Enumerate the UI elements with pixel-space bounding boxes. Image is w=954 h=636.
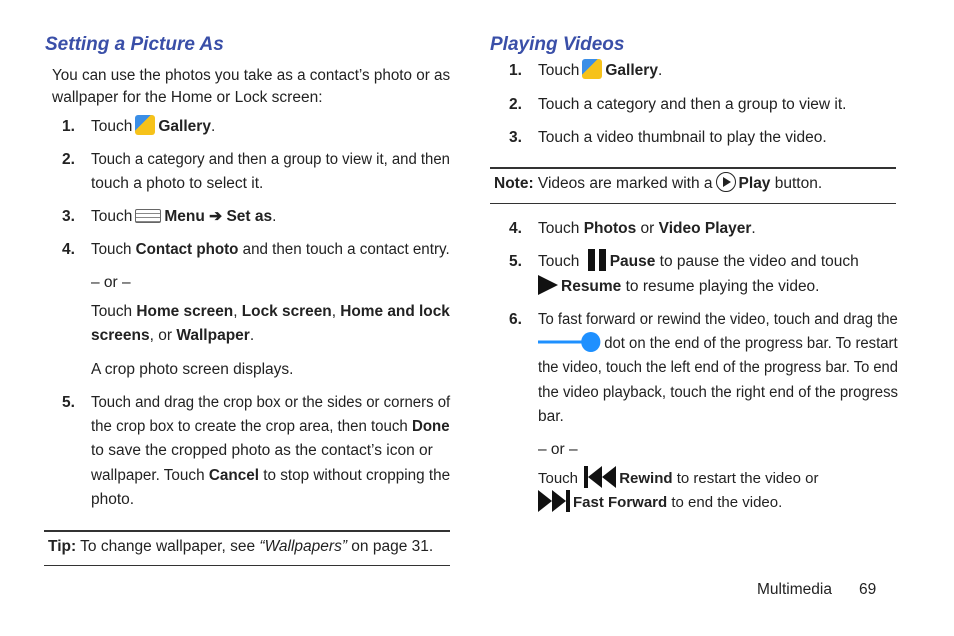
or-separator: – or – [538, 441, 578, 458]
note-bottom-rule [490, 203, 896, 204]
footer-section: Multimedia [757, 581, 832, 598]
step-number: 4. [62, 241, 75, 258]
fast-forward-line: Fast Forward to end the video. [538, 491, 782, 515]
video-step-2-text: Touch a category and then a group to view it. [538, 96, 847, 113]
video-step-5-line-1: Touch Pause to pause the video and touch [538, 250, 859, 274]
step-4-text: Touch Contact photo and then touch a contact entry. [91, 241, 450, 258]
fast-forward-icon [538, 490, 570, 512]
play-circle-icon [716, 172, 736, 192]
step-5-line-1: Touch and drag the crop box or the sides or corners of [91, 394, 451, 411]
step-3-text: Touch Menu ➔ Set as. [91, 208, 277, 225]
step-number: 3. [62, 208, 75, 225]
step-2-line-1: Touch a category and then a group to view it, and then [91, 151, 450, 168]
play-icon [538, 275, 558, 295]
alt-line-2: screens, or Wallpaper. [91, 327, 255, 344]
step-1-text: Touch Gallery. [91, 115, 215, 139]
tip-text: Tip: To change wallpaper, see “Wallpapers” on page 31. [48, 538, 434, 555]
alt-line-1: Touch Home screen, Lock screen, Home and lock [91, 303, 450, 320]
step-number: 6. [509, 311, 522, 328]
step-2-line-2: touch a photo to select it. [91, 175, 264, 192]
tip-top-rule [44, 530, 450, 532]
pause-icon [587, 249, 607, 271]
step-number: 1. [62, 118, 75, 135]
right-heading: Playing Videos [490, 34, 625, 55]
step-number: 1. [509, 62, 522, 79]
step-number: 4. [509, 220, 522, 237]
step-number: 5. [62, 394, 75, 411]
left-heading: Setting a Picture As [45, 34, 224, 55]
progress-bar-icon [538, 331, 601, 353]
intro-line-2: wallpaper for the Home or Lock screen: [52, 89, 323, 106]
video-step-5-line-2: Resume to resume playing the video. [538, 275, 820, 299]
gallery-icon [135, 115, 155, 135]
step-number: 2. [509, 96, 522, 113]
note-top-rule [490, 167, 896, 169]
video-step-6-line-3: the video, touch the left end of the progress bar. To end [538, 359, 898, 376]
video-step-6-line-5: bar. [538, 408, 564, 425]
step-number: 2. [62, 151, 75, 168]
video-step-1-text: Touch Gallery. [538, 59, 662, 83]
menu-icon [135, 209, 161, 223]
step-5-line-3: to save the cropped photo as the contact’s icon or [91, 442, 433, 459]
step-5-line-4: wallpaper. Touch Cancel to stop without cropping the [91, 467, 451, 484]
video-step-4-text: Touch Photos or Video Player. [538, 220, 756, 237]
step-number: 3. [509, 129, 522, 146]
video-step-6-line-2: dot on the end of the progress bar. To restart [538, 332, 898, 356]
tip-bottom-rule [44, 565, 450, 566]
step-5-line-5: photo. [91, 491, 135, 508]
crop-text: A crop photo screen displays. [91, 361, 294, 378]
rewind-line: Touch Rewind to restart the video or [538, 467, 818, 491]
or-separator: – or – [91, 274, 131, 291]
step-5-line-2: the crop box to create the crop area, then touch Done [91, 418, 450, 435]
step-number: 5. [509, 253, 522, 270]
page-number: 69 [859, 581, 877, 598]
gallery-icon [582, 59, 602, 79]
rewind-icon [584, 466, 616, 488]
arrow-icon: ➔ [209, 208, 223, 225]
video-step-3-text: Touch a video thumbnail to play the video. [538, 129, 827, 146]
video-step-6-line-1: To fast forward or rewind the video, touch and drag the [538, 311, 898, 328]
intro-line-1: You can use the photos you take as a contact’s photo or as [52, 67, 451, 84]
note-text: Note: Videos are marked with a Play button. [494, 172, 822, 196]
video-step-6-line-4: the video playback, touch the right end of the progress [538, 384, 899, 401]
